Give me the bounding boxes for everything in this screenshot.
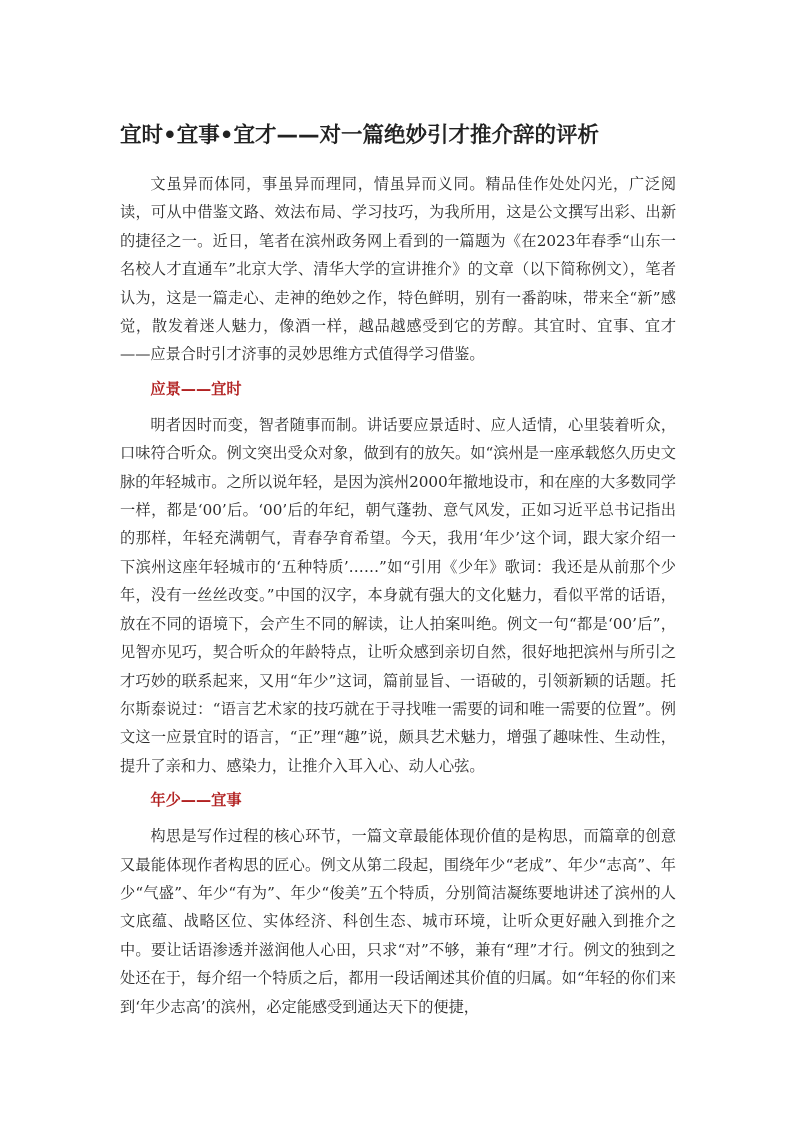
section-heading-1: 应景——宜时 bbox=[150, 379, 242, 398]
intro-paragraph: 文虽异而体同，事虽异而理同，情虽异而义同。精品佳作处处闪光，广泛阅读，可从中借鉴文路、效法布局、学习技巧，为我所用，这是公文撰写出彩、出新的捷径之一。近日，笔者在滨州政务网上看到的一篇题为《在2023年春季“山东一名校人才直通车”北京大学、清华大学的宣讲推介》的文章（以下简称例文），笔者认为，这是一篇走心、走神的绝妙之作，特色鲜明，别有一番韵味，带来全“新”感觉，散发着迷人魅力，像酒一样，越品越感受到它的芳醇。其宜时、宜事、宜才——应景合时引才济事的灵妙思维方式值得学习借鉴。 bbox=[120, 175, 676, 364]
article-title: 宜时•宜事•宜才——对一篇绝妙引才推介辞的评析 bbox=[120, 123, 599, 148]
section-heading-2: 年少——宜事 bbox=[150, 791, 242, 810]
article-body bbox=[120, 170, 676, 1021]
section-paragraph-2: 构思是写作过程的核心环节，一篇文章最能体现价值的是构思，而篇章的创意又最能体现作者构思的匠心。例文从第二段起，围绕年少“老成”、年少“志高”、年少“气盛”、年少“有为”、年少“俊美”五个特质，分别简洁凝练要地讲述了滨州的人文底蕴、战略区位、实体经济、科创生态、城市环境，让听众更好融入到推介之中。要让话语渗透并滋润他人心田，只求“对”不够，兼有“理”才行。例文的独到之处还在于，每介绍一个特质之后，都用一段话阐述其价值的归属。如“年轻的你们来到‘年少志高’的滨州，必定能感受到通达天下的便捷， bbox=[120, 827, 676, 1016]
section-paragraph-1: 明者因时而变，智者随事而制。讲话要应景适时、应人适情，心里装着听众，口味符合听众。例文突出受众对象，做到有的放矢。如“滨州是一座承载悠久历史文脉的年轻城市。之所以说年轻，是因为滨州2000年撤地设市，和在座的大多数同学一样，都是‘00’后。‘00’后的年纪，朝气蓬勃、意气风发，正如习近平总书记指出的那样，年轻充满朝气，青春孕育希望。今天，我用‘年少’这个词，跟大家介绍一下滨州这座年轻城市的‘五种特质’……”如“引用《少年》歌词：我还是从前那个少年，没有一丝丝改变。”中国的汉字，本身就有强大的文化魅力，看似平常的话语，放在不同的语境下，会产生不同的解读，让人拍案叫绝。例文一句“都是‘00’后”，见智亦见巧，契合听众的年龄特点，让听众感到亲切自然，很好地把滨州与所引之才巧妙的联系起来，又用“年少”这词，篇前显旨、一语破的，引领新颖的话题。托尔斯泰说过：“语言艺术家的技巧就在于寻找唯一需要的词和唯一需要的位置”。例文这一应景宜时的语言，“正”理“趣”说，颇具艺术魅力，增强了趣味性、生动性，提升了亲和力、感染力，让推介入耳入心、动人心弦。 bbox=[120, 415, 676, 775]
